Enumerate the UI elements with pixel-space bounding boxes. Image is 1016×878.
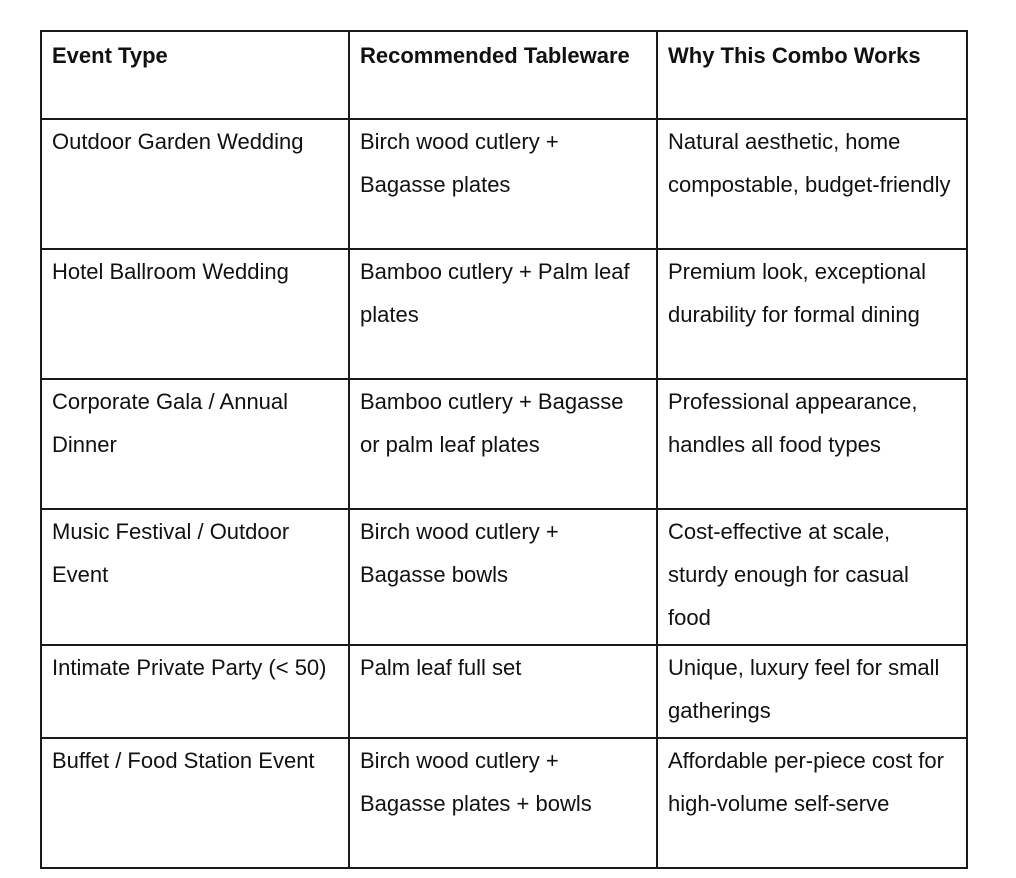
cell-why-it-works: Unique, luxury feel for small gatherings	[657, 645, 967, 738]
table-row	[41, 379, 967, 509]
header-recommended-tableware: Recommended Tableware	[349, 31, 657, 119]
table-header-row	[41, 31, 967, 119]
cell-why-it-works: Professional appearance, handles all food types	[657, 379, 967, 509]
cell-why-it-works: Premium look, exceptional durability for formal dining	[657, 249, 967, 379]
table-row	[41, 645, 967, 738]
cell-event-type: Outdoor Garden Wedding	[41, 119, 349, 249]
cell-recommended-tableware: Birch wood cutlery + Bagasse plates	[349, 119, 657, 249]
cell-recommended-tableware: Bamboo cutlery + Palm leaf plates	[349, 249, 657, 379]
cell-event-type: Music Festival / Outdoor Event	[41, 509, 349, 645]
header-why-this-combo-works: Why This Combo Works	[657, 31, 967, 119]
cell-recommended-tableware: Bamboo cutlery + Bagasse or palm leaf plates	[349, 379, 657, 509]
table-row	[41, 738, 967, 868]
cell-recommended-tableware: Palm leaf full set	[349, 645, 657, 738]
cell-event-type: Corporate Gala / Annual Dinner	[41, 379, 349, 509]
header-event-type: Event Type	[41, 31, 349, 119]
table-row	[41, 249, 967, 379]
cell-event-type: Buffet / Food Station Event	[41, 738, 349, 868]
cell-recommended-tableware: Birch wood cutlery + Bagasse plates + bowls	[349, 738, 657, 868]
cell-why-it-works: Affordable per-piece cost for high-volume self-serve	[657, 738, 967, 868]
table-row	[41, 509, 967, 645]
cell-why-it-works: Natural aesthetic, home compostable, budget-friendly	[657, 119, 967, 249]
cell-event-type: Hotel Ballroom Wedding	[41, 249, 349, 379]
cell-recommended-tableware: Birch wood cutlery + Bagasse bowls	[349, 509, 657, 645]
cell-event-type: Intimate Private Party (< 50)	[41, 645, 349, 738]
table-row	[41, 119, 967, 249]
tableware-table	[40, 30, 968, 869]
cell-why-it-works: Cost-effective at scale, sturdy enough for casual food	[657, 509, 967, 645]
